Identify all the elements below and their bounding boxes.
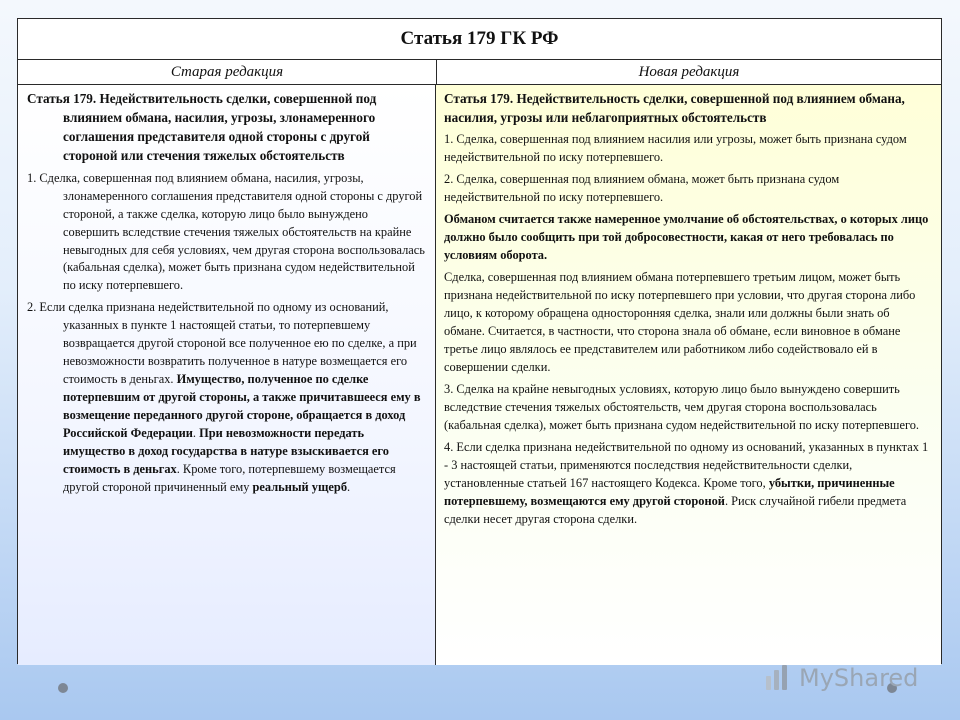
table-title: Статья 179 ГК РФ — [18, 19, 941, 60]
old-p2-text-e: . Кроме того, потерпевшему возмещается другой стороной причиненный ему — [63, 462, 396, 495]
new-p6-bold-losses: убытки, причиненные потерпевшему, возмещаются ему другой стороной — [444, 476, 895, 508]
new-p6-text-a: 4. Если сделка признана недействительной по одному из оснований, указанных в пунктах 1 - 3 настоящей статьи, применяются последствия недействительности сделки, установленные статьей 167 настоящего Кодекса. Кроме того, — [444, 440, 929, 490]
new-edition-column — [436, 85, 941, 665]
header-new-edition: Новая редакция — [638, 63, 740, 80]
old-p2-bold-property: Имущество, полученное по сделке потерпевшим от другой стороны, а также причитавшееся ему в возмещение переданного другой стороне, обращается в доход Российской Федерации — [63, 372, 421, 441]
old-p2-bold-damage: реальный ущерб — [252, 480, 348, 495]
old-p2-text-a: 2. Если сделка признана недействительной по одному из оснований, указанных в пункте 1 настоящей статьи, то потерпевшему возвращается другой стороной все полученное ею по сделке, а при невозможности возвратить полученное в натуре возмещается его стоимость в деньгах. — [27, 300, 417, 387]
new-paragraph-1: 1. Сделка, совершенная под влиянием насилия или угрозы, может быть признана судом недействительной по иску потерпевшего. — [444, 132, 907, 165]
watermark-text: MyShared — [799, 664, 919, 692]
old-p2-text-c: . — [192, 426, 200, 441]
new-article-heading: Статья 179. Недействительность сделки, совершенной под влиянием обмана, насилия, угрозы или неблагоприятных обстоятельств — [444, 91, 905, 126]
comparison-table — [17, 18, 942, 664]
old-paragraph-2 — [27, 299, 425, 497]
old-edition-column — [18, 85, 436, 665]
body-row — [18, 85, 941, 665]
new-p6-text-c: . Риск случайной гибели предмета сделки несет другая сторона сделки. — [444, 493, 907, 526]
header-row — [18, 60, 941, 85]
new-p3-bold: Обманом считается также намеренное умолчание об обстоятельствах, о которых лицо должно было сообщить при той добросовестности, какая от него требовалась по условиям оборота. — [444, 212, 929, 263]
new-paragraph-deceit-definition — [444, 211, 933, 265]
new-paragraph-4 — [444, 439, 933, 529]
new-paragraph-2: 2. Сделка, совершенная под влиянием обмана, может быть признана судом недействительной по иску потерпевшего. — [444, 172, 840, 205]
new-paragraph-3: 3. Сделка на крайне невыгодных условиях, которую лицо было вынуждено совершить вследствие стечения тяжелых обстоятельств, чем другая сторона воспользовалась (кабальная сделка), может быть признана судом недействительной по иску потерпевшего. — [444, 382, 920, 433]
watermark-logo — [763, 658, 953, 698]
header-old-edition: Старая редакция — [18, 60, 437, 84]
old-p2-text-g: . — [347, 480, 351, 495]
old-paragraph-1: 1. Сделка, совершенная под влиянием обмана, насилия, угрозы, злонамеренного соглашения представителя одной стороны с другой стороной, а также сделка, которую лицо было вынуждено совершить вследствие стечения тяжелых обстоятельств на крайне невыгодных для себя условиях, чем другая сторона воспользовалась (кабальная сделка), может быть признана судом недействительной по иску потерпевшего. — [27, 170, 425, 293]
new-paragraph-third-party: Сделка, совершенная под влиянием обмана потерпевшего третьим лицом, может быть признана недействительной по иску потерпевшего при условии, что другая сторона либо лицо, к которому обращена односторонняя сделка, знали или должны были знать об обмане. Считается, в частности, что сторона знала об обмане, если виновное в обмане третье лицо являлось ее представителем или работником либо содействовало ей в совершении сделки. — [444, 270, 916, 375]
old-article-heading: Статья 179. Недействительность сделки, совершенной под влиянием обмана, насилия, угрозы, злонамеренного соглашения представителя одной стороны с другой стороной или стечения тяжелых обстоятельств — [27, 91, 377, 164]
watermark-mark-icon — [763, 662, 795, 694]
old-p2-bold-impossible: При невозможности передать имущество в доход государства в натуре взыскивается его стоимость в деньгах — [63, 426, 389, 477]
slide-dot-left — [58, 683, 68, 693]
